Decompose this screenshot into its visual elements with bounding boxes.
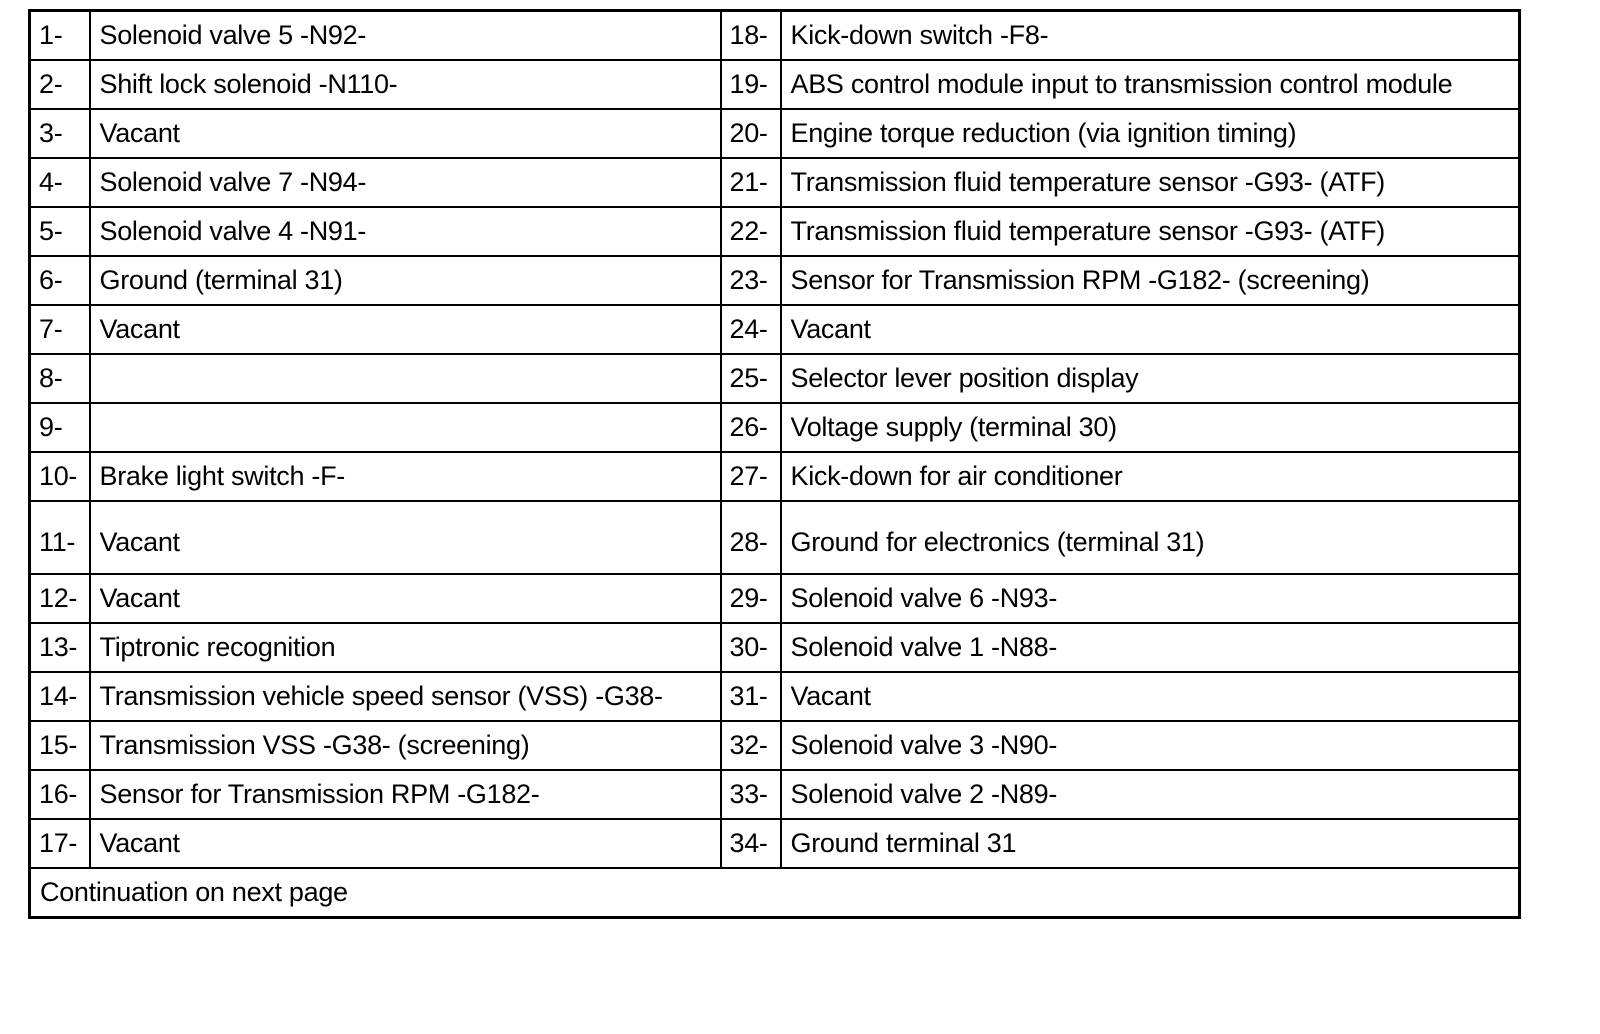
pin-description-cell: Transmission fluid temperature sensor -G93- (ATF): [781, 207, 1520, 256]
pin-description-cell: Selector lever position display: [781, 354, 1520, 403]
pin-description-cell: Solenoid valve 2 -N89-: [781, 770, 1520, 819]
pin-number-cell: 15-: [30, 721, 90, 770]
table-row: [30, 109, 1520, 158]
pin-description-cell: Solenoid valve 6 -N93-: [781, 574, 1520, 623]
pin-description-cell: Transmission vehicle speed sensor (VSS) -G38-: [90, 672, 721, 721]
table-row: [30, 207, 1520, 256]
pin-number-cell: 27-: [721, 452, 781, 501]
pin-number-cell: 5-: [30, 207, 90, 256]
pin-description-cell: Tiptronic recognition: [90, 623, 721, 672]
pin-description-cell: Shift lock solenoid -N110-: [90, 60, 721, 109]
pin-description-cell: Transmission VSS -G38- (screening): [90, 721, 721, 770]
pin-description-cell: Vacant: [781, 305, 1520, 354]
pin-number-cell: 19-: [721, 60, 781, 109]
pin-description-cell: [90, 354, 721, 403]
pin-table-body: [30, 11, 1520, 869]
pin-number-cell: 11-: [30, 501, 90, 574]
pin-number-cell: 29-: [721, 574, 781, 623]
pin-number-cell: 34-: [721, 819, 781, 868]
pin-number-cell: 24-: [721, 305, 781, 354]
pin-description-cell: Solenoid valve 1 -N88-: [781, 623, 1520, 672]
pin-description-cell: Solenoid valve 4 -N91-: [90, 207, 721, 256]
pin-number-cell: 30-: [721, 623, 781, 672]
pin-description-cell: Brake light switch -F-: [90, 452, 721, 501]
pin-number-cell: 13-: [30, 623, 90, 672]
pin-description-cell: Ground for electronics (terminal 31): [781, 501, 1520, 574]
table-row: [30, 574, 1520, 623]
pin-number-cell: 23-: [721, 256, 781, 305]
pin-description-cell: Vacant: [90, 574, 721, 623]
pin-description-cell: Vacant: [90, 819, 721, 868]
continuation-note: Continuation on next page: [30, 868, 1520, 918]
pin-description-cell: [90, 403, 721, 452]
table-row: [30, 819, 1520, 868]
pin-description-cell: Sensor for Transmission RPM -G182-: [90, 770, 721, 819]
table-row: [30, 403, 1520, 452]
table-row: [30, 721, 1520, 770]
pin-number-cell: 17-: [30, 819, 90, 868]
pin-number-cell: 2-: [30, 60, 90, 109]
pin-number-cell: 18-: [721, 11, 781, 61]
pin-number-cell: 9-: [30, 403, 90, 452]
pin-description-cell: Sensor for Transmission RPM -G182- (screening): [781, 256, 1520, 305]
table-row: [30, 256, 1520, 305]
pin-number-cell: 10-: [30, 452, 90, 501]
table-row: [30, 623, 1520, 672]
pin-number-cell: 3-: [30, 109, 90, 158]
pin-description-cell: Solenoid valve 5 -N92-: [90, 11, 721, 61]
pin-description-cell: Solenoid valve 7 -N94-: [90, 158, 721, 207]
table-row: [30, 672, 1520, 721]
pin-number-cell: 25-: [721, 354, 781, 403]
pin-number-cell: 22-: [721, 207, 781, 256]
pin-number-cell: 6-: [30, 256, 90, 305]
pin-description-cell: Vacant: [90, 109, 721, 158]
pin-description-cell: Kick-down switch -F8-: [781, 11, 1520, 61]
table-row: [30, 354, 1520, 403]
pin-number-cell: 1-: [30, 11, 90, 61]
pin-number-cell: 28-: [721, 501, 781, 574]
pin-number-cell: 16-: [30, 770, 90, 819]
pin-number-cell: 21-: [721, 158, 781, 207]
pin-description-cell: Kick-down for air conditioner: [781, 452, 1520, 501]
pin-number-cell: 14-: [30, 672, 90, 721]
pin-description-cell: Ground (terminal 31): [90, 256, 721, 305]
pin-description-cell: Vacant: [90, 305, 721, 354]
table-row: [30, 770, 1520, 819]
pin-description-cell: ABS control module input to transmission control module: [781, 60, 1520, 109]
pin-number-cell: 20-: [721, 109, 781, 158]
pin-description-cell: Vacant: [90, 501, 721, 574]
pin-description-cell: Ground terminal 31: [781, 819, 1520, 868]
table-row: [30, 11, 1520, 61]
pin-description-cell: Vacant: [781, 672, 1520, 721]
pin-number-cell: 26-: [721, 403, 781, 452]
pin-description-cell: Voltage supply (terminal 30): [781, 403, 1520, 452]
table-row: [30, 158, 1520, 207]
pin-description-cell: Engine torque reduction (via ignition timing): [781, 109, 1520, 158]
pin-number-cell: 4-: [30, 158, 90, 207]
pin-number-cell: 8-: [30, 354, 90, 403]
table-row: [30, 452, 1520, 501]
pin-description-cell: Transmission fluid temperature sensor -G93- (ATF): [781, 158, 1520, 207]
pin-number-cell: 7-: [30, 305, 90, 354]
pin-number-cell: 31-: [721, 672, 781, 721]
footer-row: [30, 868, 1520, 918]
table-row: [30, 305, 1520, 354]
pin-assignment-table: [28, 9, 1521, 919]
pin-number-cell: 32-: [721, 721, 781, 770]
pin-number-cell: 33-: [721, 770, 781, 819]
pin-description-cell: Solenoid valve 3 -N90-: [781, 721, 1520, 770]
table-row: [30, 501, 1520, 574]
pin-number-cell: 12-: [30, 574, 90, 623]
table-row: [30, 60, 1520, 109]
